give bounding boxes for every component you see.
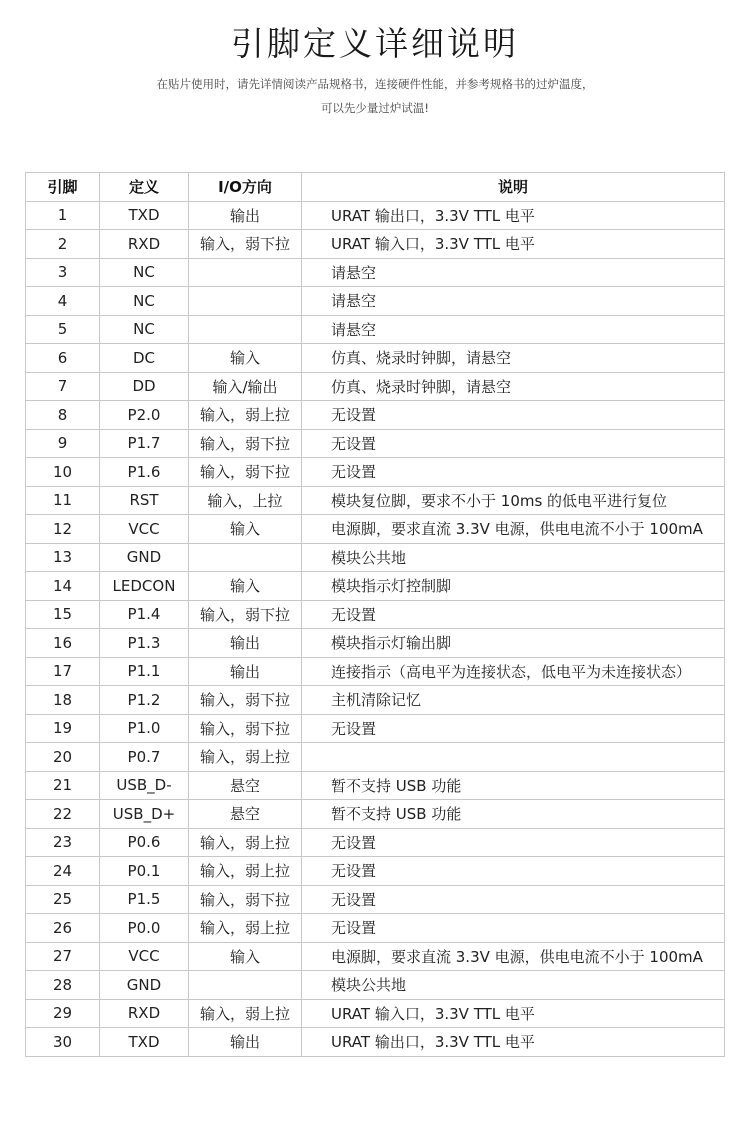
pin-definition-cell: LEDCON [100,572,189,601]
io-direction-cell: 输入 [189,515,302,544]
description-cell: URAT 输出口，3.3V TTL 电平 [302,1028,725,1057]
table-row [26,885,725,914]
io-direction-cell: 输出 [189,201,302,230]
pin-definition-cell: P1.0 [100,714,189,743]
table-row [26,429,725,458]
pin-definition-cell: TXD [100,1028,189,1057]
pin-number-cell: 11 [26,486,100,515]
io-direction-cell: 输入，弱下拉 [189,714,302,743]
pin-definition-cell: VCC [100,515,189,544]
io-direction-cell: 悬空 [189,800,302,829]
pin-number-cell: 25 [26,885,100,914]
column-header-description: 说明 [302,173,725,202]
description-cell: 仿真、烧录时钟脚，请悬空 [302,344,725,373]
table-row [26,686,725,715]
pin-definition-cell: P1.1 [100,657,189,686]
table-row [26,230,725,259]
table-row [26,857,725,886]
table-row [26,600,725,629]
table-row [26,458,725,487]
pin-definition-cell: DC [100,344,189,373]
description-cell: 暂不支持 USB 功能 [302,800,725,829]
pin-number-cell: 5 [26,315,100,344]
table-row [26,515,725,544]
pin-number-cell: 22 [26,800,100,829]
description-cell: 无设置 [302,714,725,743]
pin-number-cell: 19 [26,714,100,743]
pin-definition-cell: VCC [100,942,189,971]
table-row [26,572,725,601]
io-direction-cell: 输入，弱下拉 [189,600,302,629]
io-direction-cell [189,971,302,1000]
pin-number-cell: 10 [26,458,100,487]
description-cell: 请悬空 [302,287,725,316]
pin-number-cell: 4 [26,287,100,316]
io-direction-cell: 输出 [189,1028,302,1057]
description-cell: 无设置 [302,600,725,629]
description-cell: 无设置 [302,429,725,458]
table-row [26,629,725,658]
pin-number-cell: 16 [26,629,100,658]
description-cell: URAT 输入口，3.3V TTL 电平 [302,999,725,1028]
pin-number-cell: 17 [26,657,100,686]
io-direction-cell [189,543,302,572]
pin-number-cell: 30 [26,1028,100,1057]
pin-number-cell: 6 [26,344,100,373]
io-direction-cell: 输入，弱上拉 [189,828,302,857]
pin-definition-cell: NC [100,315,189,344]
pin-number-cell: 8 [26,401,100,430]
pin-definition-cell: P1.2 [100,686,189,715]
pin-definition-cell: RXD [100,230,189,259]
io-direction-cell: 输入，弱上拉 [189,401,302,430]
description-cell: 连接指示（高电平为连接状态，低电平为未连接状态） [302,657,725,686]
description-cell: URAT 输出口，3.3V TTL 电平 [302,201,725,230]
table-row [26,714,725,743]
pin-definition-cell: NC [100,287,189,316]
pin-number-cell: 18 [26,686,100,715]
pin-definition-cell: P0.7 [100,743,189,772]
pin-number-cell: 27 [26,942,100,971]
page-title: 引脚定义详细说明 [231,24,519,63]
table-row [26,486,725,515]
io-direction-cell: 输入，弱上拉 [189,743,302,772]
io-direction-cell: 输入，弱下拉 [189,885,302,914]
table-row [26,372,725,401]
pin-number-cell: 21 [26,771,100,800]
table-row [26,743,725,772]
table-row [26,657,725,686]
pin-definition-cell: GND [100,971,189,1000]
table-row [26,1028,725,1057]
pin-definition-cell: P0.0 [100,914,189,943]
description-cell: 模块公共地 [302,543,725,572]
table-row [26,344,725,373]
pin-number-cell: 3 [26,258,100,287]
pin-definition-cell: P0.1 [100,857,189,886]
io-direction-cell: 输入 [189,572,302,601]
pin-definition-cell: P0.6 [100,828,189,857]
io-direction-cell: 输入，弱下拉 [189,458,302,487]
description-cell [302,743,725,772]
table-row [26,401,725,430]
io-direction-cell: 悬空 [189,771,302,800]
table-row [26,287,725,316]
description-cell: 模块指示灯输出脚 [302,629,725,658]
description-cell: 主机清除记忆 [302,686,725,715]
table-row [26,999,725,1028]
pin-number-cell: 2 [26,230,100,259]
io-direction-cell: 输入 [189,344,302,373]
pin-number-cell: 9 [26,429,100,458]
table-row [26,201,725,230]
column-header-io-direction: I/O方向 [189,173,302,202]
description-cell: 无设置 [302,914,725,943]
description-cell: 请悬空 [302,315,725,344]
io-direction-cell: 输入，弱下拉 [189,429,302,458]
pin-definition-cell: RXD [100,999,189,1028]
table-body [26,201,725,1056]
pin-definition-cell: DD [100,372,189,401]
pin-definition-cell: P1.5 [100,885,189,914]
table-row [26,828,725,857]
description-cell: 无设置 [302,828,725,857]
table-row [26,771,725,800]
table-row [26,315,725,344]
description-cell: 无设置 [302,885,725,914]
description-cell: 无设置 [302,401,725,430]
pin-definition-table [25,172,725,1057]
table-row [26,942,725,971]
description-cell: 无设置 [302,857,725,886]
pin-definition-cell: P1.7 [100,429,189,458]
table-row [26,914,725,943]
io-direction-cell [189,287,302,316]
pin-definition-cell: USB_D+ [100,800,189,829]
pin-number-cell: 20 [26,743,100,772]
pin-number-cell: 26 [26,914,100,943]
pin-definition-cell: P1.3 [100,629,189,658]
pin-number-cell: 28 [26,971,100,1000]
io-direction-cell: 输入，弱上拉 [189,857,302,886]
pin-definition-cell: USB_D- [100,771,189,800]
pin-definition-cell: NC [100,258,189,287]
pin-number-cell: 23 [26,828,100,857]
pin-definition-cell: P1.4 [100,600,189,629]
io-direction-cell: 输出 [189,657,302,686]
io-direction-cell: 输入 [189,942,302,971]
pin-number-cell: 7 [26,372,100,401]
io-direction-cell: 输入，弱上拉 [189,999,302,1028]
description-cell: 仿真、烧录时钟脚，请悬空 [302,372,725,401]
pin-definition-cell: P1.6 [100,458,189,487]
io-direction-cell: 输出 [189,629,302,658]
description-cell: 模块公共地 [302,971,725,1000]
subtitle-line-2: 可以先少量过炉试温! [320,101,430,115]
pin-definition-cell: RST [100,486,189,515]
pin-definition-cell: P2.0 [100,401,189,430]
io-direction-cell: 输入，弱上拉 [189,914,302,943]
pin-number-cell: 14 [26,572,100,601]
description-cell: 模块指示灯控制脚 [302,572,725,601]
pin-number-cell: 15 [26,600,100,629]
pin-number-cell: 1 [26,201,100,230]
io-direction-cell: 输入，弱下拉 [189,230,302,259]
description-cell: 无设置 [302,458,725,487]
description-cell: 模块复位脚，要求不小于 10ms 的低电平进行复位 [302,486,725,515]
column-header-definition: 定义 [100,173,189,202]
pin-number-cell: 12 [26,515,100,544]
table-row [26,543,725,572]
table-row [26,971,725,1000]
description-cell: 暂不支持 USB 功能 [302,771,725,800]
column-header-pin: 引脚 [26,173,100,202]
table-header-row [26,173,725,202]
subtitle-line-1: 在贴片使用时，请先详情阅读产品规格书，连接硬件性能，并参考规格书的过炉温度， [156,77,594,91]
pin-definition-cell: TXD [100,201,189,230]
description-cell: 电源脚，要求直流 3.3V 电源，供电电流不小于 100mA [302,942,725,971]
io-direction-cell: 输入，上拉 [189,486,302,515]
io-direction-cell [189,258,302,287]
table-row [26,258,725,287]
io-direction-cell: 输入，弱下拉 [189,686,302,715]
io-direction-cell [189,315,302,344]
pin-number-cell: 29 [26,999,100,1028]
pin-number-cell: 13 [26,543,100,572]
pin-number-cell: 24 [26,857,100,886]
pin-definition-cell: GND [100,543,189,572]
description-cell: URAT 输入口，3.3V TTL 电平 [302,230,725,259]
description-cell: 请悬空 [302,258,725,287]
io-direction-cell: 输入/输出 [189,372,302,401]
description-cell: 电源脚，要求直流 3.3V 电源，供电电流不小于 100mA [302,515,725,544]
table-row [26,800,725,829]
